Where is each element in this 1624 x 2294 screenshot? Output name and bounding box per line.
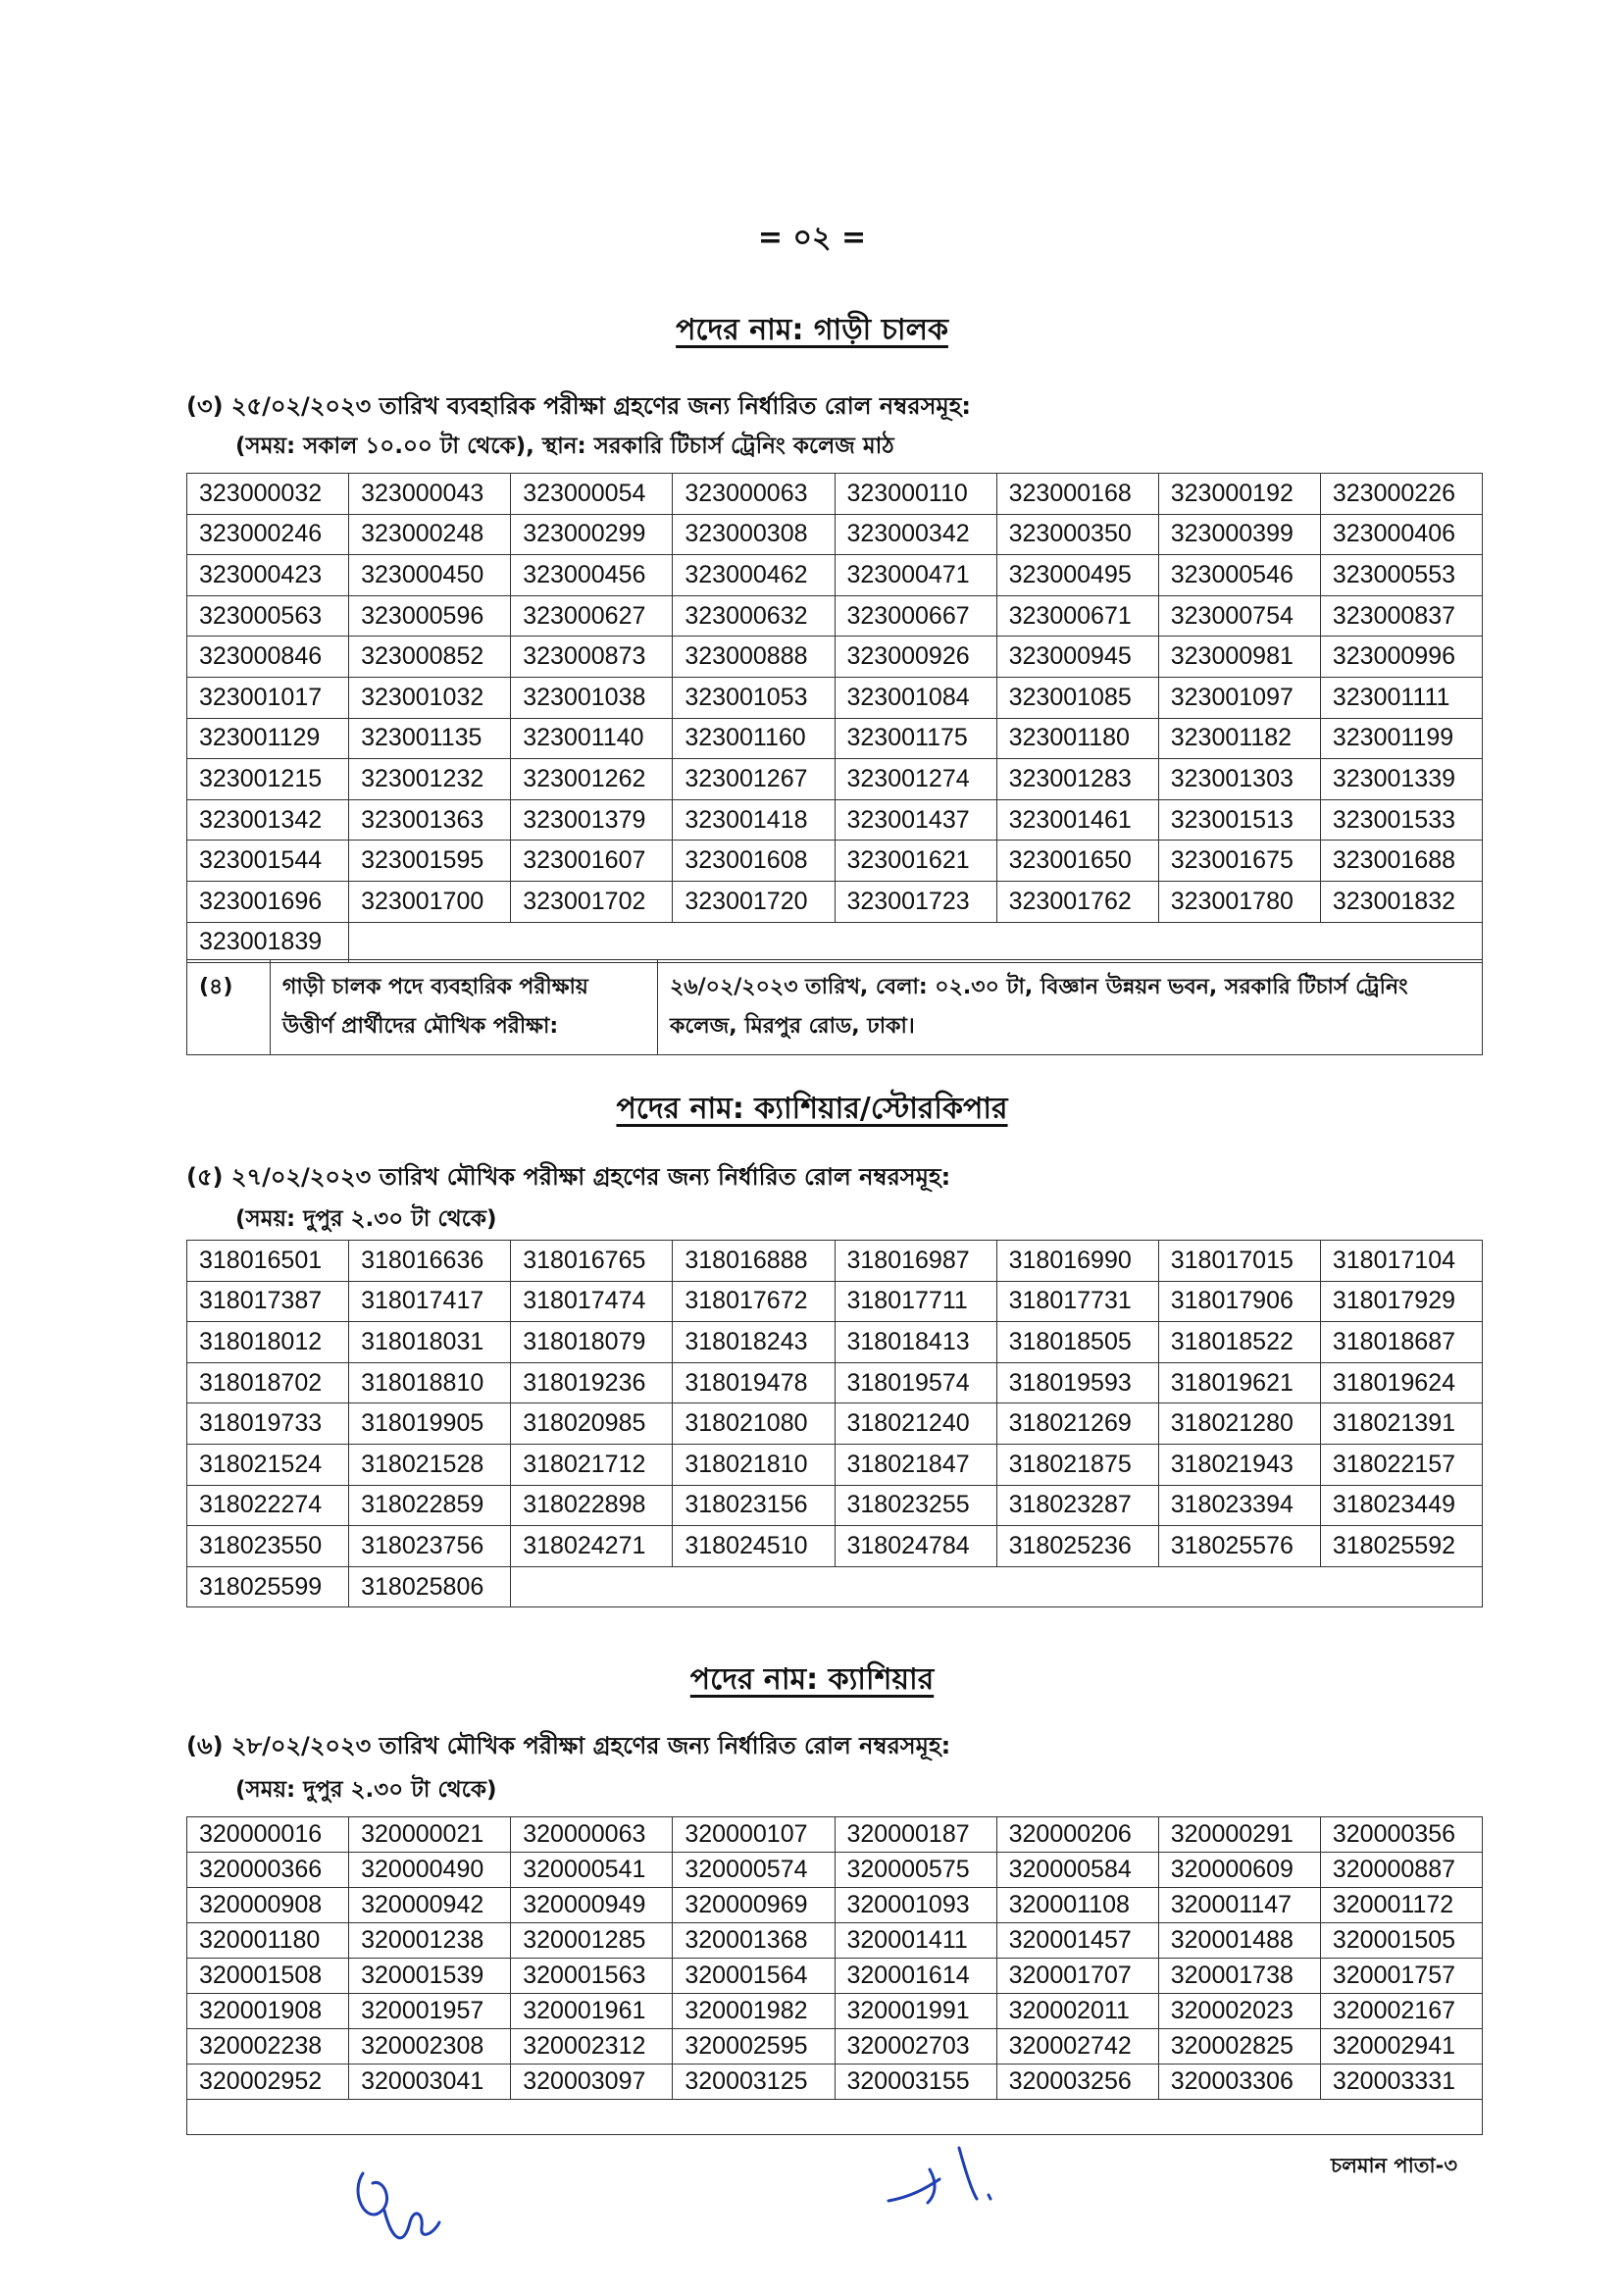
roll-number-cell: 323001608	[673, 841, 835, 882]
table-row	[187, 2029, 1483, 2065]
roll-number-cell: 318017929	[1320, 1281, 1482, 1322]
roll-number-cell: 318022898	[511, 1485, 673, 1526]
roll-table-driver	[186, 473, 1483, 963]
roll-number-cell: 320002238	[187, 2029, 349, 2065]
roll-number-cell: 320002312	[511, 2029, 673, 2065]
roll-number-cell: 318021280	[1158, 1403, 1320, 1445]
roll-number-cell: 318023550	[187, 1526, 349, 1567]
roll-number-cell: 323001688	[1320, 841, 1482, 882]
roll-number-cell: 323001533	[1320, 799, 1482, 841]
roll-number-cell: 323001267	[673, 759, 835, 800]
roll-number-cell: 318018012	[187, 1322, 349, 1363]
table-row	[187, 718, 1483, 759]
table-row	[187, 759, 1483, 800]
roll-number-cell: 318023156	[673, 1485, 835, 1526]
roll-number-cell: 320001908	[187, 1994, 349, 2029]
roll-number-cell: 323000546	[1158, 555, 1320, 596]
roll-number-cell: 323001303	[1158, 759, 1320, 800]
roll-number-cell: 323000246	[187, 514, 349, 555]
roll-number-cell: 323001135	[349, 718, 511, 759]
roll-number-cell: 320001707	[996, 1959, 1158, 1994]
table-row	[187, 2065, 1483, 2100]
roll-number-cell: 320001285	[511, 1923, 673, 1959]
roll-number-cell: 320003041	[349, 2065, 511, 2100]
roll-number-cell: 323000837	[1320, 595, 1482, 637]
post-title-cashier: পদের নাম: ক্যাশিয়ার	[689, 1662, 935, 1697]
roll-number-cell: 323000308	[673, 514, 835, 555]
table-row	[187, 637, 1483, 678]
table-row	[187, 1994, 1483, 2029]
roll-number-cell: 323001339	[1320, 759, 1482, 800]
table-row	[187, 1362, 1483, 1403]
roll-number-cell: 320001180	[187, 1923, 349, 1959]
roll-number-cell: 318018243	[673, 1322, 835, 1363]
table-row	[187, 1853, 1483, 1888]
roll-number-cell: 320000584	[996, 1853, 1158, 1888]
roll-number-cell: 323001084	[835, 677, 996, 718]
roll-number-cell: 318019593	[996, 1362, 1158, 1403]
continuation-note: চলমান পাতা-৩	[1330, 2154, 1457, 2177]
roll-number-cell: 320000908	[187, 1888, 349, 1923]
roll-number-cell: 318025599	[187, 1566, 349, 1607]
roll-number-cell: 318021528	[349, 1444, 511, 1485]
roll-number-cell: 318022157	[1320, 1444, 1482, 1485]
roll-number-cell: 323001274	[835, 759, 996, 800]
table-row	[187, 474, 1483, 515]
roll-number-cell: 320000206	[996, 1817, 1158, 1853]
roll-number-cell: 318021847	[835, 1444, 996, 1485]
table-row	[187, 677, 1483, 718]
section-heading-6: (৬) ২৮/০২/২০২৩ তারিখ মৌখিক পরীক্ষা গ্রহণের জন্য নির্ধারিত রোল নম্বরসমূহ:	[186, 1732, 951, 1759]
roll-number-cell: 323001762	[996, 881, 1158, 922]
roll-number-cell: 323001696	[187, 881, 349, 922]
roll-number-cell: 318019574	[835, 1362, 996, 1403]
table-row	[187, 1888, 1483, 1923]
roll-number-cell: 320002941	[1320, 2029, 1482, 2065]
roll-number-cell: 318016636	[349, 1241, 511, 1282]
roll-number-cell: 323000846	[187, 637, 349, 678]
note-detail: ২৬/০২/২০২৩ তারিখ, বেলা: ০২.৩০ টা, বিজ্ঞান উন্নয়ন ভবন, সরকারি টিচার্স ট্রেনিং কলেজ, মিরপুর রোড, ঢাকা।	[658, 960, 1483, 1055]
roll-number-cell: 318024510	[673, 1526, 835, 1567]
section-subheading-6: (সময়: দুপুর ২.৩০ টা থেকে)	[235, 1777, 497, 1803]
roll-number-cell: 320000575	[835, 1853, 996, 1888]
table-row	[187, 1817, 1483, 1853]
roll-number-cell: 318023287	[996, 1485, 1158, 1526]
roll-number-cell: 323000299	[511, 514, 673, 555]
roll-number-cell: 320001368	[673, 1923, 835, 1959]
roll-number-cell: 323001621	[835, 841, 996, 882]
roll-number-cell: 323000110	[835, 474, 996, 515]
roll-number-cell: 323001175	[835, 718, 996, 759]
roll-number-cell: 318021943	[1158, 1444, 1320, 1485]
roll-number-cell: 320003306	[1158, 2065, 1320, 2100]
roll-number-cell: 320003155	[835, 2065, 996, 2100]
roll-number-cell: 323000596	[349, 595, 511, 637]
roll-number-cell: 323000945	[996, 637, 1158, 678]
roll-number-cell: 318017387	[187, 1281, 349, 1322]
roll-number-cell: 320000291	[1158, 1817, 1320, 1853]
roll-number-cell: 323000168	[996, 474, 1158, 515]
roll-number-cell: 318017417	[349, 1281, 511, 1322]
roll-number-cell: 320001957	[349, 1994, 511, 2029]
roll-number-cell: 323001702	[511, 881, 673, 922]
roll-number-cell: 323001053	[673, 677, 835, 718]
roll-number-cell: 320001738	[1158, 1959, 1320, 1994]
roll-number-cell: 320000574	[673, 1853, 835, 1888]
roll-number-cell: 323001215	[187, 759, 349, 800]
roll-number-cell: 323001780	[1158, 881, 1320, 922]
roll-number-cell: 320000107	[673, 1817, 835, 1853]
roll-number-cell: 323001720	[673, 881, 835, 922]
roll-number-cell: 323000981	[1158, 637, 1320, 678]
roll-number-cell: 323001180	[996, 718, 1158, 759]
roll-number-cell: 323001283	[996, 759, 1158, 800]
roll-number-cell: 320002595	[673, 2029, 835, 2065]
table-row	[187, 881, 1483, 922]
roll-number-cell: 318021080	[673, 1403, 835, 1445]
roll-number-cell: 318019236	[511, 1362, 673, 1403]
roll-number-cell: 323001595	[349, 841, 511, 882]
table-row	[187, 799, 1483, 841]
roll-number-cell: 318019621	[1158, 1362, 1320, 1403]
roll-number-cell: 320000969	[673, 1888, 835, 1923]
table-row	[187, 841, 1483, 882]
table-row	[187, 1322, 1483, 1363]
roll-number-cell: 318019624	[1320, 1362, 1482, 1403]
table-row	[187, 1923, 1483, 1959]
roll-number-cell: 323000399	[1158, 514, 1320, 555]
roll-number-cell: 318016501	[187, 1241, 349, 1282]
roll-number-cell: 318022274	[187, 1485, 349, 1526]
roll-number-cell: 323000462	[673, 555, 835, 596]
roll-number-cell: 320002023	[1158, 1994, 1320, 2029]
roll-number-cell: 320000366	[187, 1853, 349, 1888]
table-row	[187, 1485, 1483, 1526]
roll-number-cell: 323001650	[996, 841, 1158, 882]
viva-note-row	[187, 960, 1483, 1055]
roll-number-cell: 318018522	[1158, 1322, 1320, 1363]
roll-number-cell: 320001172	[1320, 1888, 1482, 1923]
roll-number-cell: 323001675	[1158, 841, 1320, 882]
roll-number-cell: 323000063	[673, 474, 835, 515]
roll-number-cell: 320001411	[835, 1923, 996, 1959]
roll-number-cell: 320001961	[511, 1994, 673, 2029]
roll-number-cell: 320003331	[1320, 2065, 1482, 2100]
roll-number-cell: 323000671	[996, 595, 1158, 637]
roll-number-cell: 320001108	[996, 1888, 1158, 1923]
roll-number-cell: 318016765	[511, 1241, 673, 1282]
roll-number-cell: 318021712	[511, 1444, 673, 1485]
roll-number-cell: 323000627	[511, 595, 673, 637]
roll-number-cell: 320001238	[349, 1923, 511, 1959]
signature-right-icon	[881, 2140, 1018, 2218]
roll-number-cell: 318016990	[996, 1241, 1158, 1282]
roll-number-cell: 318017906	[1158, 1281, 1320, 1322]
roll-number-cell: 318017672	[673, 1281, 835, 1322]
section-heading-3: (৩) ২৫/০২/২০২৩ তারিখ ব্যবহারিক পরীক্ষা গ্রহণের জন্য নির্ধারিত রোল নম্বরসমূহ:	[186, 392, 971, 420]
roll-number-cell: 320001614	[835, 1959, 996, 1994]
roll-number-cell: 320000063	[511, 1817, 673, 1853]
roll-number-cell: 320001147	[1158, 1888, 1320, 1923]
roll-number-cell: 323001032	[349, 677, 511, 718]
table-row	[187, 922, 1483, 963]
roll-number-cell: 323001085	[996, 677, 1158, 718]
roll-number-cell: 323000632	[673, 595, 835, 637]
roll-number-cell: 323001832	[1320, 881, 1482, 922]
roll-number-cell: 320002011	[996, 1994, 1158, 2029]
signature-left-icon	[345, 2154, 453, 2252]
roll-number-cell: 320000021	[349, 1817, 511, 1853]
post-title-driver: পদের নাম: গাড়ী চালক	[676, 313, 948, 347]
roll-number-cell: 323000754	[1158, 595, 1320, 637]
roll-number-cell: 323001111	[1320, 677, 1482, 718]
roll-number-cell: 323000873	[511, 637, 673, 678]
table-row	[187, 1566, 1483, 1607]
roll-number-cell: 323001140	[511, 718, 673, 759]
roll-number-cell: 320002825	[1158, 2029, 1320, 2065]
roll-number-cell: 320003125	[673, 2065, 835, 2100]
roll-number-cell: 318023255	[835, 1485, 996, 1526]
roll-number-cell: 323001379	[511, 799, 673, 841]
roll-number-cell: 320000949	[511, 1888, 673, 1923]
roll-number-cell: 323000888	[673, 637, 835, 678]
table-row	[187, 1403, 1483, 1445]
roll-number-cell: 323000926	[835, 637, 996, 678]
roll-number-cell: 320000887	[1320, 1853, 1482, 1888]
roll-number-cell: 323001513	[1158, 799, 1320, 841]
roll-number-cell: 318021810	[673, 1444, 835, 1485]
roll-number-cell: 320001563	[511, 1959, 673, 1994]
roll-number-cell: 318025576	[1158, 1526, 1320, 1567]
roll-number-cell: 320003097	[511, 2065, 673, 2100]
roll-number-cell: 318017015	[1158, 1241, 1320, 1282]
roll-number-cell: 318019733	[187, 1403, 349, 1445]
roll-number-cell: 318019478	[673, 1362, 835, 1403]
roll-number-cell: 323001262	[511, 759, 673, 800]
roll-number-cell: 320001457	[996, 1923, 1158, 1959]
roll-number-cell: 323001129	[187, 718, 349, 759]
table-row	[187, 555, 1483, 596]
roll-number-cell: 320002952	[187, 2065, 349, 2100]
roll-number-cell: 320001539	[349, 1959, 511, 1994]
roll-number-cell: 323001160	[673, 718, 835, 759]
roll-number-cell: 318018031	[349, 1322, 511, 1363]
roll-number-cell: 320000541	[511, 1853, 673, 1888]
roll-number-cell: 323001017	[187, 677, 349, 718]
roll-number-cell: 323000406	[1320, 514, 1482, 555]
note-label: গাড়ী চালক পদে ব্যবহারিক পরীক্ষায় উত্তীর্ণ প্রার্থীদের মৌখিক পরীক্ষা:	[271, 960, 658, 1055]
roll-number-cell: 323000226	[1320, 474, 1482, 515]
roll-number-cell: 323000423	[187, 555, 349, 596]
roll-number-cell: 320001991	[835, 1994, 996, 2029]
roll-number-cell: 318020985	[511, 1403, 673, 1445]
roll-number-cell: 320001093	[835, 1888, 996, 1923]
empty-cell	[349, 922, 1483, 963]
roll-number-cell: 318018687	[1320, 1322, 1482, 1363]
roll-number-cell: 323001461	[996, 799, 1158, 841]
roll-number-cell: 323000667	[835, 595, 996, 637]
roll-number-cell: 318016888	[673, 1241, 835, 1282]
table-row	[187, 595, 1483, 637]
roll-number-cell: 318021269	[996, 1403, 1158, 1445]
roll-number-cell: 320001508	[187, 1959, 349, 1994]
roll-number-cell: 320003256	[996, 2065, 1158, 2100]
roll-number-cell: 320000356	[1320, 1817, 1482, 1853]
table-row	[187, 1281, 1483, 1322]
roll-number-cell: 323001232	[349, 759, 511, 800]
roll-number-cell: 320001564	[673, 1959, 835, 1994]
roll-number-cell: 323000852	[349, 637, 511, 678]
roll-number-cell: 320000187	[835, 1817, 996, 1853]
roll-number-cell: 318018079	[511, 1322, 673, 1363]
roll-number-cell: 323001723	[835, 881, 996, 922]
roll-number-cell: 320002167	[1320, 1994, 1482, 2029]
roll-number-cell: 318017731	[996, 1281, 1158, 1322]
roll-number-cell: 318023756	[349, 1526, 511, 1567]
roll-number-cell: 323000043	[349, 474, 511, 515]
roll-number-cell: 323001437	[835, 799, 996, 841]
roll-number-cell: 320001488	[1158, 1923, 1320, 1959]
post-title-cashier-storekeeper: পদের নাম: ক্যাশিয়ার/স্টোরকিপার	[616, 1092, 1008, 1126]
roll-number-cell: 323001839	[187, 922, 349, 963]
roll-number-cell: 318018702	[187, 1362, 349, 1403]
roll-number-cell: 318025592	[1320, 1526, 1482, 1567]
roll-number-cell: 318017104	[1320, 1241, 1482, 1282]
roll-number-cell: 323001097	[1158, 677, 1320, 718]
roll-number-cell: 318025236	[996, 1526, 1158, 1567]
roll-number-cell: 318023394	[1158, 1485, 1320, 1526]
section-subheading-3: (সময়: সকাল ১০.০০ টা থেকে), স্থান: সরকারি টিচার্স ট্রেনিং কলেজ মাঠ	[235, 433, 894, 459]
roll-number-cell: 318022859	[349, 1485, 511, 1526]
roll-number-cell: 318019905	[349, 1403, 511, 1445]
note-number: (৪)	[187, 960, 271, 1055]
roll-number-cell: 323000054	[511, 474, 673, 515]
roll-number-cell: 320000942	[349, 1888, 511, 1923]
roll-number-cell: 318017711	[835, 1281, 996, 1322]
roll-number-cell: 320002308	[349, 2029, 511, 2065]
roll-number-cell: 320000490	[349, 1853, 511, 1888]
table-row	[187, 1959, 1483, 1994]
roll-number-cell: 323000450	[349, 555, 511, 596]
roll-number-cell: 323000032	[187, 474, 349, 515]
roll-number-cell: 323001607	[511, 841, 673, 882]
roll-number-cell: 320000016	[187, 1817, 349, 1853]
roll-number-cell: 318023449	[1320, 1485, 1482, 1526]
empty-cell	[511, 1566, 1483, 1607]
page-number: = ০২ =	[757, 221, 867, 255]
roll-number-cell: 318018810	[349, 1362, 511, 1403]
roll-number-cell: 323000495	[996, 555, 1158, 596]
roll-number-cell: 323000350	[996, 514, 1158, 555]
roll-number-cell: 320002703	[835, 2029, 996, 2065]
roll-number-cell: 323001363	[349, 799, 511, 841]
viva-note-table	[186, 959, 1483, 1055]
roll-number-cell: 318021875	[996, 1444, 1158, 1485]
roll-number-cell: 323001342	[187, 799, 349, 841]
roll-number-cell: 323000563	[187, 595, 349, 637]
section-subheading-5: (সময়: দুপুর ২.৩০ টা থেকে)	[235, 1206, 497, 1232]
roll-number-cell: 320001757	[1320, 1959, 1482, 1994]
empty-cell	[187, 2100, 1483, 2135]
roll-number-cell: 323000471	[835, 555, 996, 596]
table-row	[187, 1444, 1483, 1485]
roll-number-cell: 318021524	[187, 1444, 349, 1485]
roll-number-cell: 320002742	[996, 2029, 1158, 2065]
roll-number-cell: 323001038	[511, 677, 673, 718]
roll-table-cashier	[186, 1816, 1483, 2135]
roll-number-cell: 323000192	[1158, 474, 1320, 515]
table-row	[187, 1241, 1483, 1282]
roll-number-cell: 323000248	[349, 514, 511, 555]
roll-number-cell: 318021240	[835, 1403, 996, 1445]
roll-number-cell: 318024784	[835, 1526, 996, 1567]
roll-number-cell: 318021391	[1320, 1403, 1482, 1445]
table-row	[187, 2100, 1483, 2135]
roll-number-cell: 318025806	[349, 1566, 511, 1607]
roll-number-cell: 320000609	[1158, 1853, 1320, 1888]
roll-number-cell: 323001182	[1158, 718, 1320, 759]
roll-number-cell: 323000996	[1320, 637, 1482, 678]
roll-number-cell: 323001700	[349, 881, 511, 922]
roll-number-cell: 323000553	[1320, 555, 1482, 596]
roll-number-cell: 318016987	[835, 1241, 996, 1282]
table-row	[187, 514, 1483, 555]
roll-number-cell: 323001544	[187, 841, 349, 882]
roll-number-cell: 320001505	[1320, 1923, 1482, 1959]
roll-number-cell: 318018413	[835, 1322, 996, 1363]
roll-number-cell: 323000342	[835, 514, 996, 555]
roll-number-cell: 323001418	[673, 799, 835, 841]
roll-number-cell: 320001982	[673, 1994, 835, 2029]
roll-number-cell: 318024271	[511, 1526, 673, 1567]
roll-number-cell: 318018505	[996, 1322, 1158, 1363]
roll-number-cell: 323000456	[511, 555, 673, 596]
roll-number-cell: 318017474	[511, 1281, 673, 1322]
roll-number-cell: 323001199	[1320, 718, 1482, 759]
table-row	[187, 1526, 1483, 1567]
roll-table-cashier-storekeeper	[186, 1240, 1483, 1607]
section-heading-5: (৫) ২৭/০২/২০২৩ তারিখ মৌখিক পরীক্ষা গ্রহণের জন্য নির্ধারিত রোল নম্বরসমূহ:	[186, 1163, 951, 1191]
